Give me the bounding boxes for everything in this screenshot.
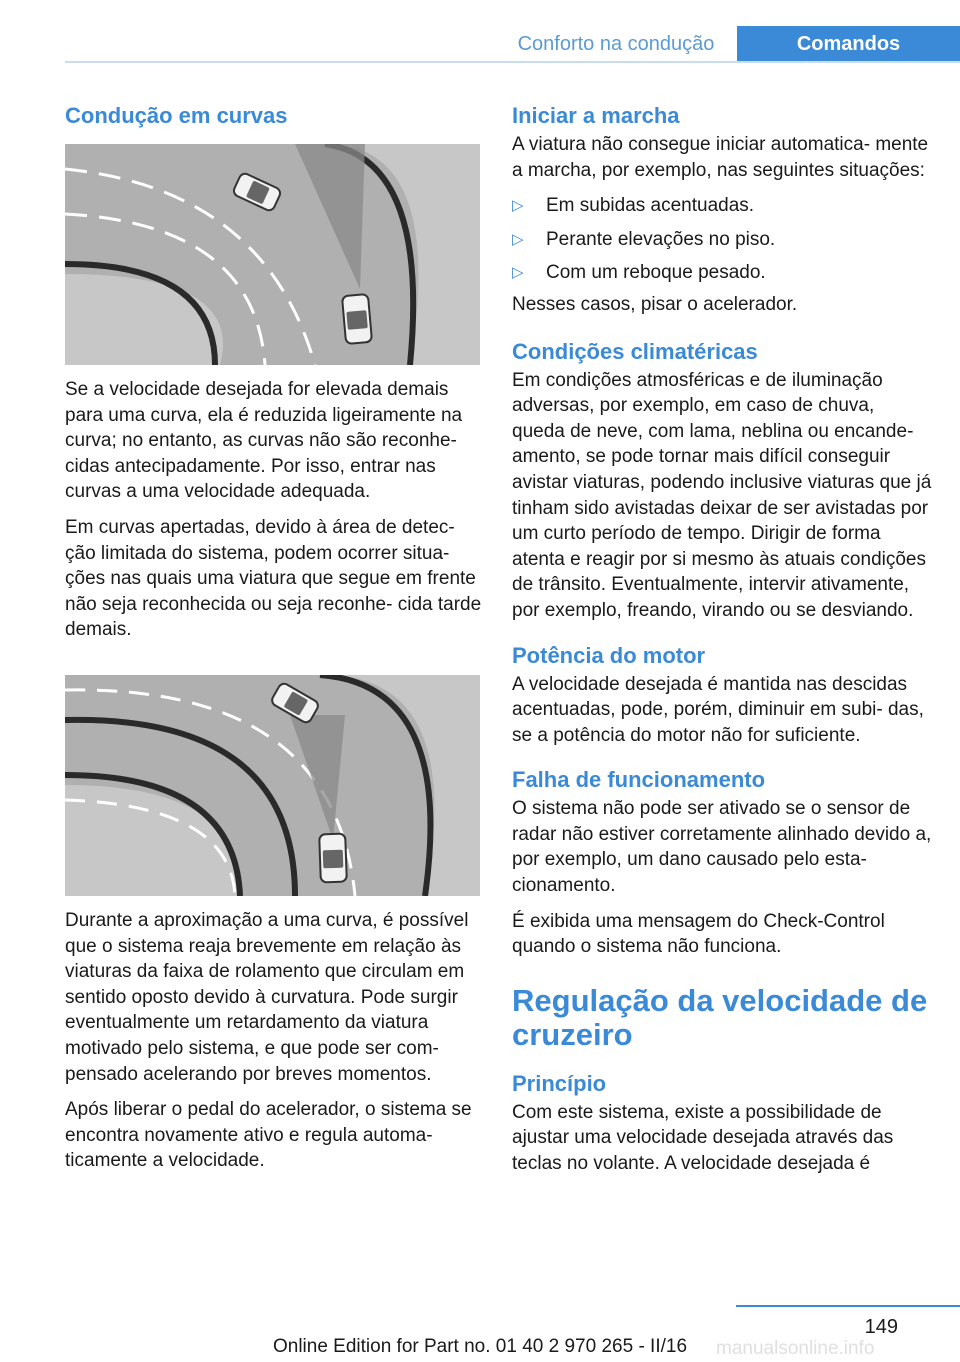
heading-start: Iniciar a marcha bbox=[512, 103, 680, 128]
start-paragraph: A viatura não consegue iniciar automatica‐ mente a marcha, por exemplo, nas seguintes situações: bbox=[512, 134, 929, 181]
curve-illustration-2 bbox=[65, 675, 480, 896]
list-item: ▷ Perante elevações no piso. bbox=[512, 227, 932, 253]
edition-note: Online Edition for Part no. 01 40 2 970 265 - II/16 bbox=[272, 1336, 688, 1357]
curve-illustration-1 bbox=[65, 144, 480, 365]
heading-malfunction: Falha de funcionamento bbox=[512, 767, 766, 793]
engine-paragraph: A velocidade desejada é mantida nas descidas acentuadas, pode, porém, diminuir em subi‐ das, se a potência do motor não for suficiente. bbox=[512, 673, 924, 746]
list-item: ▷ Com um reboque pesado. bbox=[512, 260, 932, 286]
triangle-bullet-icon: ▷ bbox=[512, 264, 524, 282]
list-item: ▷ Em subidas acentuadas. bbox=[512, 193, 932, 219]
curves-paragraph-1: Se a velocidade desejada for elevada demais para uma curva, ela é reduzida ligeiramente na curva; no entanto, as curvas não são reconhe‐ cidas antecipadamente. Por isso, entrar nas curvas a uma velocidade adequada. bbox=[65, 379, 463, 503]
chapter-tab: Comandos bbox=[737, 26, 960, 62]
page-number: 149 bbox=[864, 1316, 898, 1338]
malfunction-paragraph-2: É exibida uma mensagem do Check-Control quando o sistema não funciona. bbox=[512, 910, 885, 958]
heading-weather: Condições climatéricas bbox=[512, 338, 758, 364]
triangle-bullet-icon: ▷ bbox=[512, 230, 524, 248]
weather-paragraph: Em condições atmosféricas e de iluminação adversas, por exemplo, em caso de chuva, queda de neve, com lama, neblina ou encande‐ amento, se pode tornar mais difícil conseguir avistar viaturas, podendo inclusive viaturas que já tinham sido avistadas deixar de ser avistadas por um curto período de tempo. Dirigir de forma atenta e reagir por si mesmo às atuais condições de trânsito. Eventualmente, intervir ativamente, por exemplo, freando, virando ou se desviando. bbox=[512, 369, 932, 621]
curves-paragraph-4: Após liberar o pedal do acelerador, o sistema se encontra novamente ativo e regula automa‐ ticamente a velocidade. bbox=[65, 1099, 472, 1172]
start-paragraph-2: Nesses casos, pisar o acelerador. bbox=[512, 293, 798, 315]
left-column bbox=[65, 100, 483, 1174]
heading-principle: Princípio bbox=[512, 1070, 607, 1096]
section-title: Conforto na condução bbox=[517, 33, 715, 55]
malfunction-paragraph-1: O sistema não pode ser ativado se o sensor de radar não estiver corretamente alinhado devido a, por exemplo, um dano causado pelo esta‐ cionamento. bbox=[512, 798, 932, 897]
heading-engine: Potência do motor bbox=[512, 642, 706, 668]
right-column bbox=[512, 100, 932, 1177]
footer-rule bbox=[736, 1305, 960, 1307]
curves-paragraph-3: Durante a aproximação a uma curva, é possível que o sistema reaja brevemente em relação às viaturas da faixa de rolamento que circulam em sentido oposto devido à curvatura. Pode surgir eventualmente um retardamento da viatura motivado pelo sistema, e que pode ser com‐ pensado acelerando por breves momentos. bbox=[65, 909, 469, 1085]
heading-curves: Condução em curvas bbox=[65, 103, 288, 128]
watermark: manualsonline.info bbox=[716, 1338, 875, 1359]
curves-paragraph-2: Em curvas apertadas, devido à área de detec‐ ção limitada do sistema, podem ocorrer situa‐ ções nas quais uma viatura que segue em frente não seja reconhecida ou seja reconhe‐ cida tarde demais. bbox=[65, 516, 482, 641]
header-rule bbox=[65, 61, 960, 63]
heading-cruise-control: Regulação da velocidade de cruzeiro bbox=[512, 982, 928, 1052]
principle-paragraph: Com este sistema, existe a possibilidade de ajustar uma velocidade desejada através das teclas no volante. A velocidade desejada é bbox=[512, 1101, 894, 1175]
page-header bbox=[0, 0, 960, 62]
triangle-bullet-icon: ▷ bbox=[512, 197, 524, 215]
start-bullet-list bbox=[512, 193, 932, 286]
